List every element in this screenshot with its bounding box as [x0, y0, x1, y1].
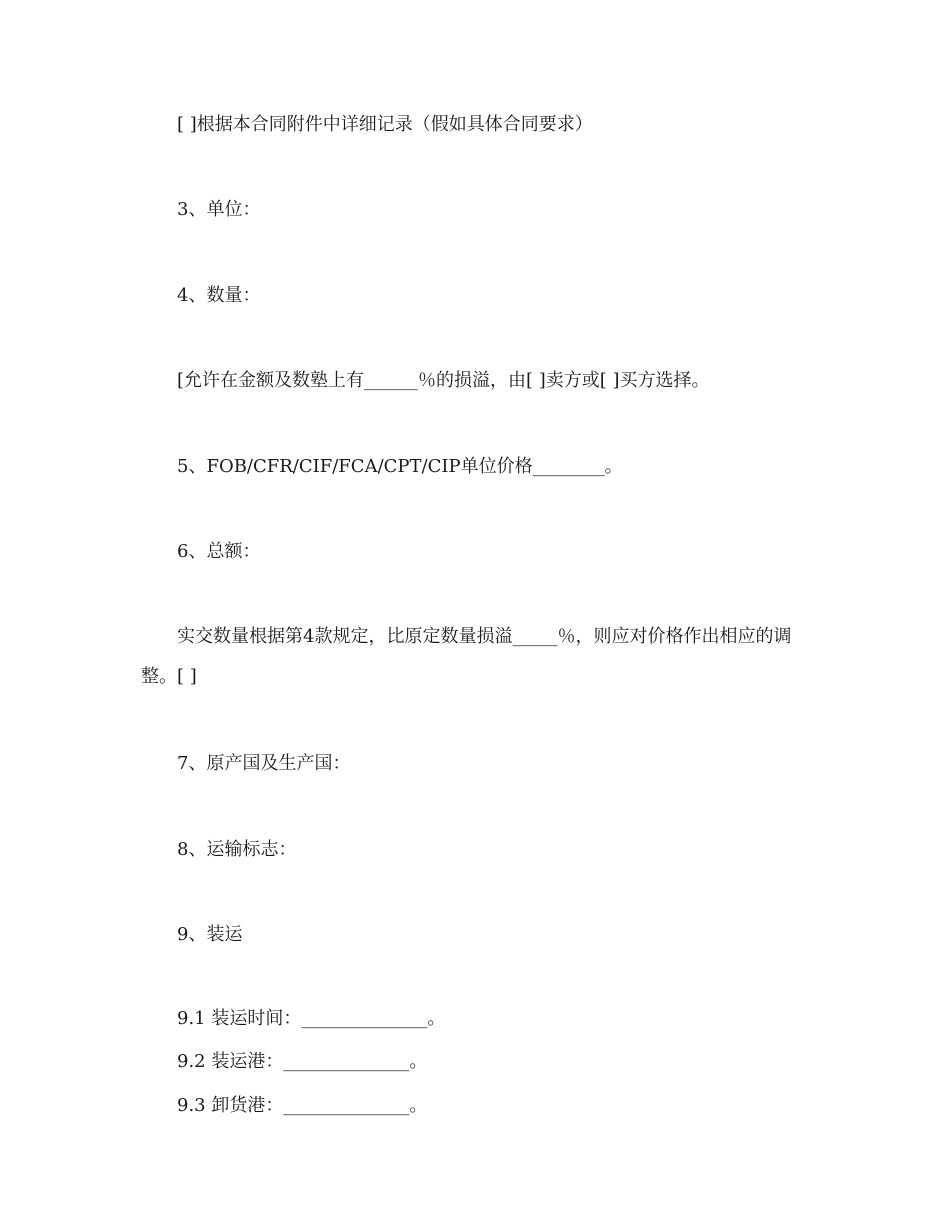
- shipment-heading: 9、装运: [177, 924, 243, 945]
- shipping-marks-heading: 8、运输标志：: [177, 839, 297, 860]
- unit-price-clause: 5、FOB/CFR/CIF/FCA/CPT/CIP单位价格________。: [177, 456, 623, 477]
- total-amount-heading: 6、总额：: [177, 541, 261, 562]
- unit-heading: 3、单位：: [177, 199, 261, 220]
- loading-port-item: 9.2 装运港：______________。: [177, 1051, 428, 1072]
- price-adjustment-continuation: 整。[ ]: [141, 666, 197, 687]
- attachment-clause: [ ]根据本合同附件中详细记录（假如具体合同要求）: [177, 114, 593, 135]
- discharge-port-item: 9.3 卸货港：______________。: [177, 1095, 428, 1116]
- shipment-time-item: 9.1 装运时间：______________。: [177, 1008, 446, 1029]
- quantity-heading: 4、数量：: [177, 285, 261, 306]
- tolerance-clause: [允许在金额及数塾上有______％的损溢，由[ ]卖方或[ ]买方选择。: [177, 370, 710, 391]
- origin-heading: 7、原产国及生产国：: [177, 753, 351, 774]
- price-adjustment-clause: 实交数量根据第4款规定，比原定数量损溢_____％，则应对价格作出相应的调: [177, 626, 792, 647]
